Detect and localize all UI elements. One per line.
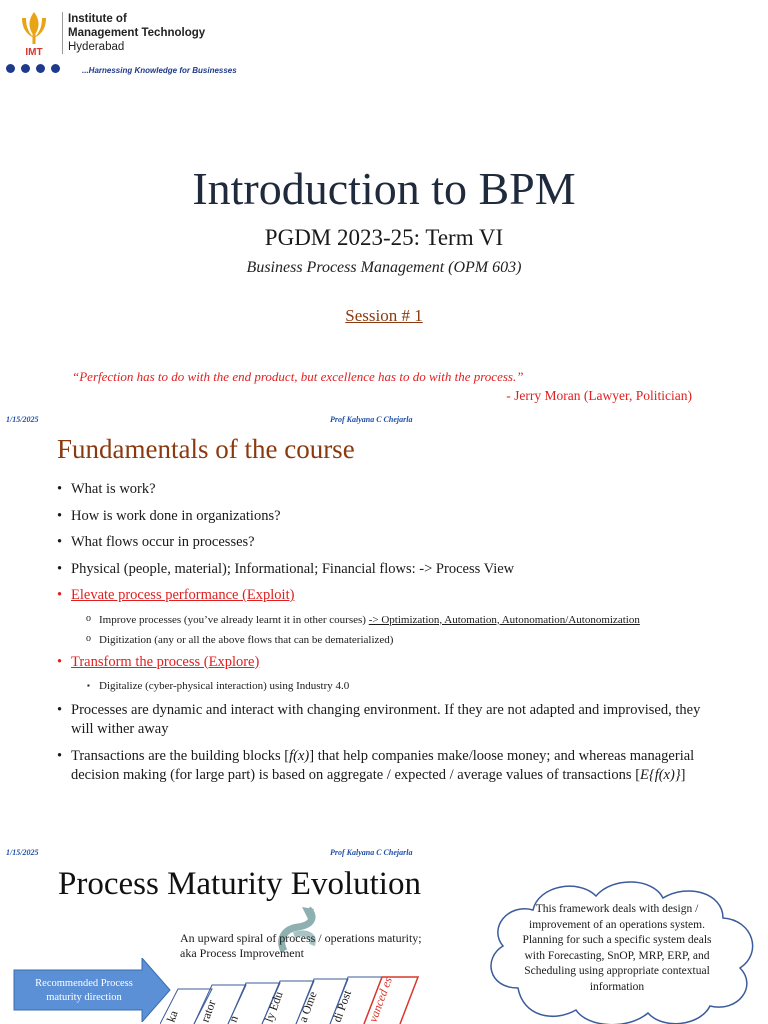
footer-prof: Prof Kalyana C Chejarla	[330, 848, 413, 857]
stair-label: ka	[163, 1008, 181, 1024]
dot-icon	[51, 64, 60, 73]
footer-prof: Prof Kalyana C Chejarla	[330, 415, 413, 424]
bullet-item: • What is work?	[56, 480, 716, 499]
logo-tagline: ...Harnessing Knowledge for Businesses	[82, 66, 237, 75]
logo-dots	[6, 64, 60, 73]
slide2-title: Fundamentals of the course	[57, 434, 355, 464]
bullet-item-exploit	[56, 586, 716, 605]
sub-bullet-item: o Digitization (any or all the above flows that can be dematerialized)	[56, 633, 716, 647]
slide3-title: Process Maturity Evolution	[58, 866, 421, 902]
slide1-attribution: - Jerry Moran (Lawyer, Politician)	[506, 388, 692, 403]
bullet-item: • What flows occur in processes?	[56, 533, 716, 552]
cloud-callout-text: This framework deals with design / improvement of an operations system. Planning for such a specific system deals with Forecasting, SnOP, MRP, ERP, and Scheduling using appropriate contextual information	[522, 903, 712, 993]
slide1-title: Introduction to BPM	[192, 163, 576, 214]
sub-bullet-link: -> Optimization, Automation, Autonomation/Autonomization	[368, 613, 640, 626]
bullet-text: ]	[680, 766, 686, 783]
maturity-stairs	[160, 975, 450, 1024]
stair-label-advanced: vanced es	[365, 975, 395, 1024]
sub-bullet-text: Improve processes (you’ve already learnt it in other courses)	[99, 613, 369, 626]
recommended-direction-label: Recommended Process maturity direction	[35, 978, 133, 1003]
slide1-quote: “Perfection has to do with the end product, but excellence has to do with the process.”	[72, 369, 524, 384]
bullet-item-explore	[56, 653, 716, 672]
imt-emblem-icon	[14, 8, 54, 58]
stair-label: di Post	[329, 988, 355, 1024]
sub-bullet-item: ▪ Digitalize (cyber-physical interaction) using Industry 4.0	[56, 679, 716, 693]
dot-icon	[21, 64, 30, 73]
logo-line-3: Hyderabad	[68, 41, 125, 53]
slide1-course-name: Business Process Management (OPM 603)	[246, 259, 522, 276]
slide2-bullet-list	[56, 480, 716, 792]
formula-efx: E{f(x)}	[640, 766, 681, 783]
spiral-description: An upward spiral of process / operations maturity; aka Process Improvement	[180, 931, 422, 960]
dot-icon	[36, 64, 45, 73]
bullet-text: Transactions are the building blocks [	[71, 747, 290, 764]
sub-bullet-item	[56, 613, 716, 627]
bullet-text: ] that help companies make/loose money; and whereas managerial decision making (for large part) is based on aggregate / expected / average values of transactions [	[71, 747, 695, 783]
bullet-item: • How is work done in organizations?	[56, 507, 716, 526]
bullet-text: Elevate process performance (Exploit)	[71, 587, 295, 603]
imt-logo	[14, 6, 244, 78]
bullet-text: Transform the process (Explore)	[71, 653, 260, 670]
slide1-subtitle: PGDM 2023-25: Term VI	[264, 225, 504, 250]
logo-divider	[62, 12, 63, 54]
institute-name	[68, 12, 205, 54]
footer-date: 1/15/2025	[6, 415, 39, 424]
dot-icon	[6, 64, 15, 73]
logo-line-2: Management Technology	[68, 27, 206, 39]
stair-label: ly Edu	[261, 989, 286, 1024]
bullet-item	[56, 747, 716, 785]
footer-date: 1/15/2025	[6, 848, 39, 857]
formula-fx: f(x)	[289, 747, 310, 764]
bullet-item: • Processes are dynamic and interact with changing environment. If they are not adapted and improvised, they will wither away	[56, 701, 716, 739]
stair-label: a Ome	[295, 989, 320, 1024]
emblem-text: IMT	[25, 47, 43, 58]
stair-label: n	[225, 1013, 241, 1024]
slide1-session-label: Session # 1	[345, 306, 423, 325]
logo-line-1: Institute of	[68, 13, 127, 25]
stair-label: rator	[197, 997, 219, 1024]
bullet-item: • Physical (people, material); Informational; Financial flows: -> Process View	[56, 560, 716, 579]
